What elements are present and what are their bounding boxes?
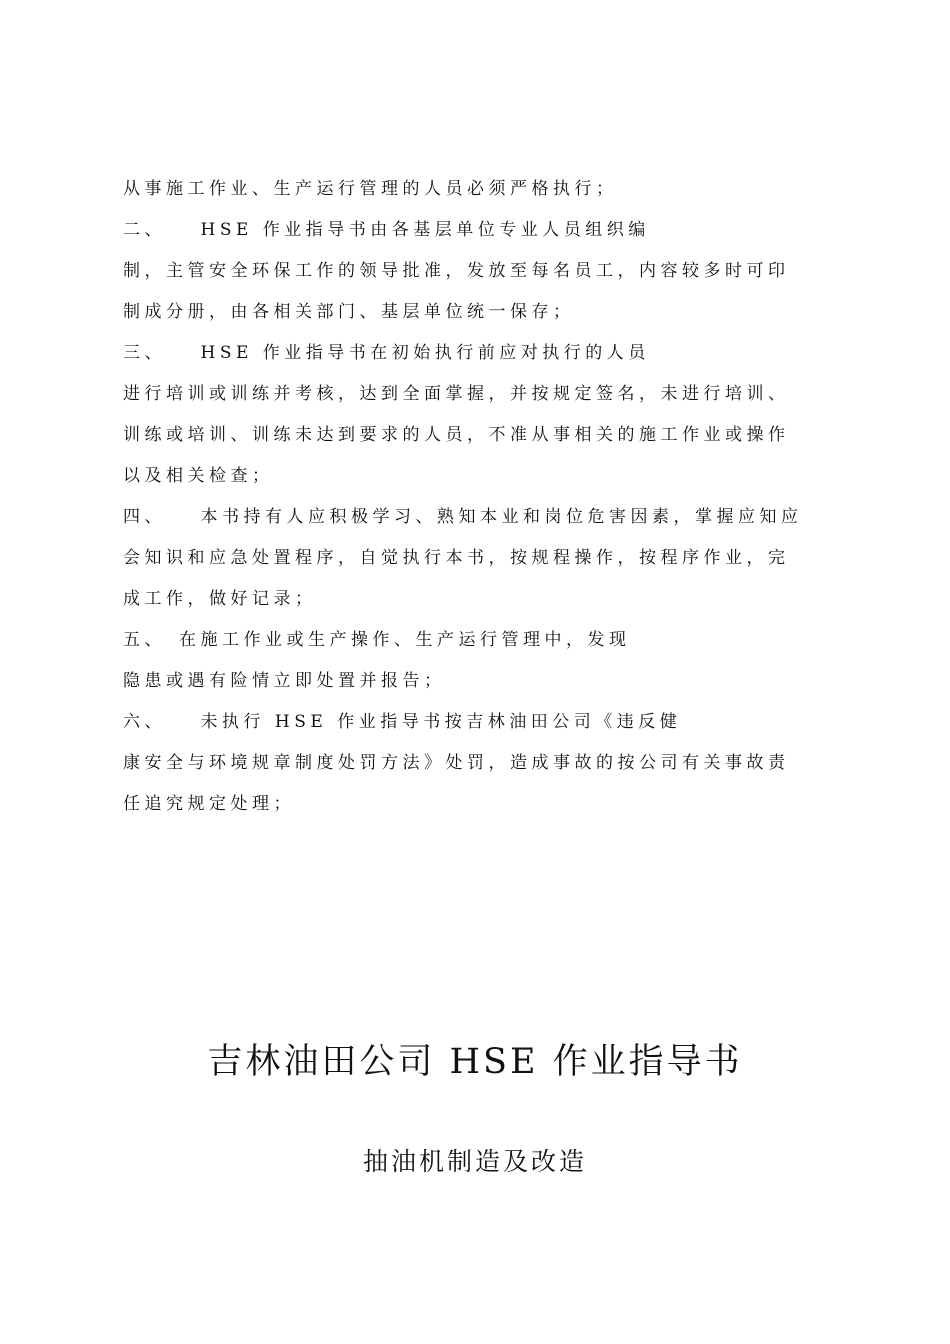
paragraph-line: 成工作，做好记录； <box>123 589 317 609</box>
paragraph-line: 隐患或遇有险情立即处置并报告； <box>123 671 446 691</box>
paragraph-line: 任追究规定处理； <box>123 794 295 814</box>
paragraph-line: 以及相关检查； <box>123 466 274 486</box>
paragraph-line: 进行培训或训练并考核，达到全面掌握，并按规定签名，未进行培训、 <box>123 384 790 404</box>
paragraph-line: 制成分册，由各相关部门、基层单位统一保存； <box>123 302 575 322</box>
paragraph-line: 康安全与环境规章制度处罚方法》处罚，造成事故的按公司有关事故责 <box>123 753 790 773</box>
paragraph-line: 五、 在施工作业或生产操作、生产运行管理中，发现 <box>123 630 631 650</box>
paragraph-line: 六、 未执行 HSE 作业指导书按吉林油田公司《违反健 <box>123 712 682 732</box>
paragraph-line: 四、 本书持有人应积极学习、熟知本业和岗位危害因素，掌握应知应 <box>123 507 803 527</box>
paragraph-line: 会知识和应急处置程序，自觉执行本书，按规程操作，按程序作业，完 <box>123 548 790 568</box>
paragraph-line: 制，主管安全环保工作的领导批准，发放至每名员工，内容较多时可印 <box>123 261 790 281</box>
document-subtitle: 抽油机制造及改造 <box>362 1147 587 1176</box>
paragraph-line: 二、 HSE 作业指导书由各基层单位专业人员组织编 <box>123 220 650 240</box>
paragraph-line: 训练或培训、训练未达到要求的人员，不准从事相关的施工作业或操作 <box>123 425 790 445</box>
paragraph-line: 从事施工作业、生产运行管理的人员必须严格执行； <box>123 179 618 199</box>
document-title: 吉林油田公司 HSE 作业指导书 <box>207 1042 743 1082</box>
paragraph-line: 三、 HSE 作业指导书在初始执行前应对执行的人员 <box>123 343 650 363</box>
